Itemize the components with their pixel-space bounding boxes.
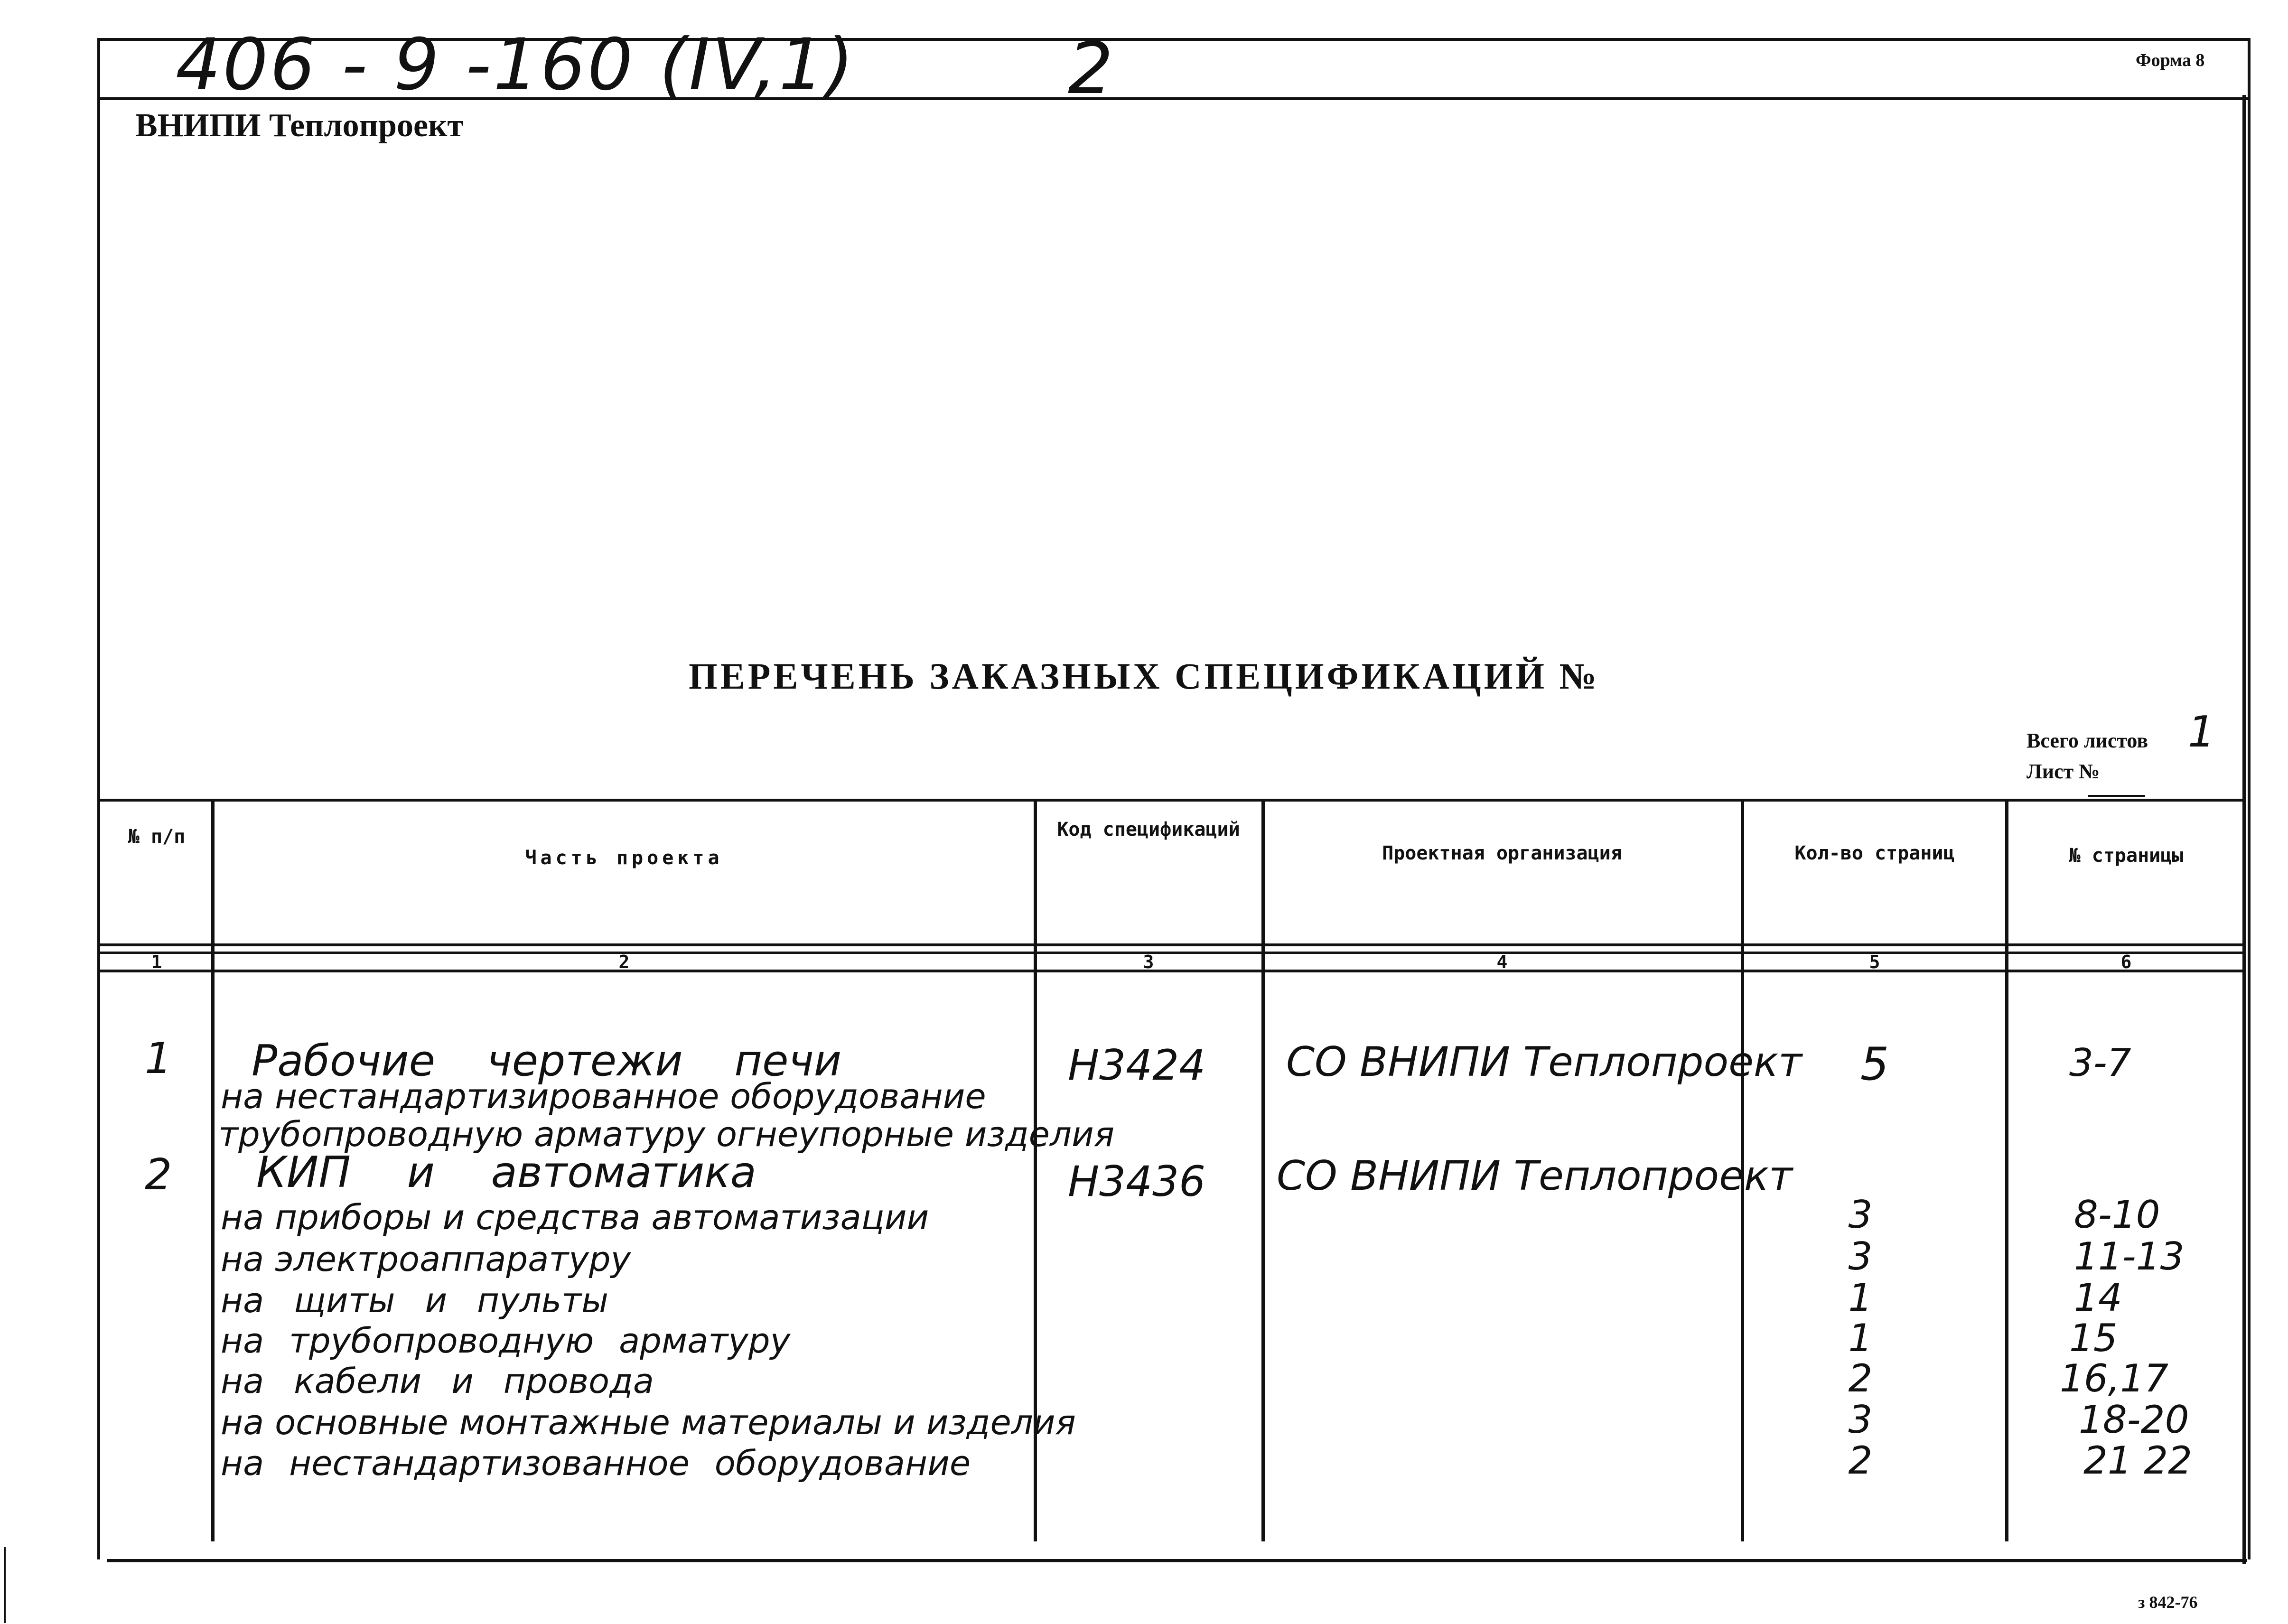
- page-numbers: 11-13: [2074, 1234, 2185, 1279]
- col-number: 1: [151, 952, 162, 972]
- header-count: Кол-во страниц: [1794, 842, 1955, 864]
- part-name: на трубопроводную арматуру: [221, 1321, 791, 1361]
- page-numbers: 3-7: [2069, 1041, 2131, 1085]
- form-label: Форма 8: [2136, 50, 2205, 70]
- part-name: Рабочие чертежи печи: [252, 1036, 842, 1086]
- total-sheets-value: 1: [2188, 707, 2215, 757]
- col-number: 4: [1496, 952, 1508, 972]
- page-numbers: 15: [2069, 1316, 2118, 1360]
- part-name: на кабели и провода: [221, 1361, 654, 1401]
- row-number: 1: [145, 1034, 172, 1083]
- page-count: 3: [1848, 1234, 1873, 1279]
- part-name: на нестандартизированное оборудование: [221, 1076, 986, 1116]
- page-count: 2: [1848, 1356, 1873, 1400]
- project-org: СО ВНИПИ Теплопроект: [1286, 1038, 1802, 1086]
- table-top-rule: [100, 799, 2246, 802]
- header-part: Часть проекта: [525, 847, 723, 869]
- part-name: трубопроводную арматуру огнеупорные изделия: [218, 1114, 1115, 1154]
- spec-code: Н3424: [1068, 1041, 1206, 1090]
- page-count: 3: [1848, 1193, 1873, 1237]
- page-count: 3: [1848, 1398, 1873, 1442]
- col-divider-5: [2005, 799, 2008, 1541]
- header-code: Код спецификаций: [1057, 819, 1240, 840]
- page-count: 1: [1848, 1316, 1873, 1360]
- project-org: СО ВНИПИ Теплопроект: [1277, 1152, 1793, 1200]
- footer-code: з 842-76: [2138, 1593, 2198, 1612]
- header-bottom-rule: [100, 943, 2246, 946]
- document-code: 406 - 9 -160 (IV,1): [176, 24, 856, 106]
- part-name: на основные монтажные материалы и изделия: [221, 1402, 1076, 1442]
- page-numbers: 14: [2074, 1276, 2122, 1320]
- sheet-no-underline: [2088, 795, 2145, 797]
- header-org: Проектная организация: [1382, 842, 1622, 864]
- part-name: на нестандартизованное оборудование: [221, 1443, 971, 1483]
- page-numbers: 21 22: [2083, 1438, 2193, 1483]
- part-name: на приборы и средства автоматизации: [221, 1197, 929, 1237]
- page-title: ПЕРЕЧЕНЬ ЗАКАЗНЫХ СПЕЦИФИКАЦИЙ №: [689, 655, 1599, 697]
- col-divider-3: [1261, 799, 1265, 1541]
- header-pages: № страницы: [2069, 845, 2184, 867]
- row-number: 2: [145, 1150, 172, 1200]
- page-numbers: 18-20: [2079, 1398, 2189, 1442]
- col-divider-1: [211, 799, 215, 1541]
- frame-bottom-border: [107, 1559, 2247, 1562]
- margin-mark: [4, 1547, 6, 1623]
- sheet-number: 2: [1068, 28, 1113, 110]
- total-sheets-label: Всего листов: [2027, 729, 2148, 752]
- sheet-no-label: Лист №: [2027, 760, 2100, 783]
- page-numbers: 16,17: [2060, 1356, 2169, 1400]
- page-count: 5: [1860, 1038, 1889, 1091]
- col-number: 2: [618, 952, 630, 972]
- col-number: 5: [1869, 952, 1880, 972]
- page-count: 1: [1848, 1276, 1873, 1320]
- header-num: № п/п: [128, 826, 186, 848]
- spec-code: Н3436: [1068, 1157, 1206, 1206]
- col-number: 6: [2120, 952, 2132, 972]
- part-name: на электроаппаратуру: [221, 1239, 631, 1279]
- part-name: КИП и автоматика: [256, 1148, 756, 1197]
- organization-name: ВНИПИ Теплопроект: [135, 107, 464, 144]
- page-numbers: 8-10: [2074, 1193, 2160, 1237]
- specifications-table: [100, 799, 2246, 1541]
- page-count: 2: [1848, 1438, 1873, 1483]
- part-name: на щиты и пульты: [221, 1280, 608, 1320]
- col-number: 3: [1143, 952, 1154, 972]
